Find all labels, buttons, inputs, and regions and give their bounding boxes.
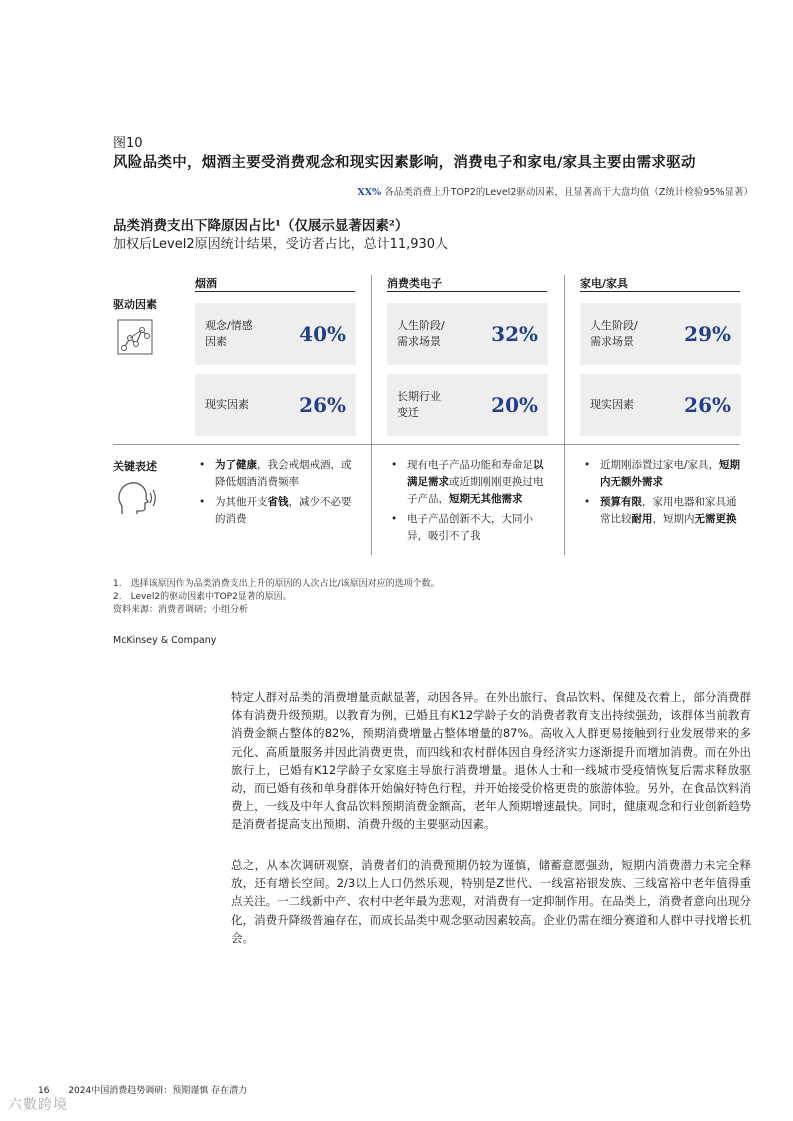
quote-item: • 预算有限，家用电器和家具通常比较耐用，短期内无需更换 bbox=[582, 494, 744, 528]
source-note: 资料来源：消费者调研；小组分析 bbox=[113, 605, 249, 615]
quote-list-appliances-furniture bbox=[582, 457, 744, 531]
quote-item: • 为其他开支省钱，减少不必要的消费 bbox=[197, 494, 357, 528]
driver-box bbox=[580, 374, 741, 436]
row-label-quotes: 关键表述 bbox=[113, 460, 157, 473]
legend bbox=[357, 184, 753, 198]
column-divider bbox=[564, 275, 565, 555]
figure-label: 图10 bbox=[113, 136, 143, 151]
driver-label: 现实因素 bbox=[205, 398, 249, 411]
quote-list-consumer-electronics bbox=[389, 457, 549, 553]
driver-box bbox=[387, 374, 548, 436]
driver-label: 长期行业 变迁 bbox=[397, 390, 441, 419]
driver-box bbox=[195, 303, 356, 365]
driver-label: 现实因素 bbox=[590, 398, 634, 411]
figure-title: 风险品类中，烟酒主要受消费观念和现实因素影响，消费电子和家电/家具主要由需求驱动 bbox=[113, 155, 696, 171]
page-footer bbox=[38, 1083, 247, 1096]
driver-box bbox=[580, 303, 741, 365]
footnote: 1. 选择该原因作为品类消费支出上升的原因的人次占比/该原因对应的选项个数。 bbox=[113, 579, 440, 589]
footer-title: 2024中国消费趋势调研：预期谨慎 存在潜力 bbox=[68, 1086, 248, 1096]
driver-value: 26% bbox=[684, 393, 731, 417]
driver-value: 29% bbox=[684, 322, 731, 346]
driver-value: 20% bbox=[491, 393, 538, 417]
driver-label: 人生阶段/ 需求场景 bbox=[397, 319, 445, 348]
section-divider bbox=[113, 444, 740, 445]
brand-name: McKinsey & Company bbox=[113, 635, 217, 646]
network-icon bbox=[116, 318, 154, 360]
footnotes bbox=[113, 578, 440, 617]
body-paragraph: 特定人群对品类的消费增量贡献显著，动因各异。在外出旅行、食品饮料、保健及衣着上，部分消费群体有消费升级预期。以教育为例，已婚且有K12学龄子女的消费者教育支出持续强劲，该群体当前教育消费金额占整体的82%，预期消费增量占整体增量的87%。高收入人群更易接触到行业发展带来的多元化、高质量服务并因此消费更贵，而四线和农村群体因自身经济实力逐渐提升而增加消费。而在外出旅行上，已婚有K12学龄子女家庭主导旅行消费增量。退休人士和一线城市受疫情恢复后需求释放驱动，而已婚有孩和单身群体开始偏好特色行程，并开始接受价格更贵的旅游体验。另外，在食品饮料消费上，一线及中年人食品饮料预期消费金额高，老年人预期增速最快。同时，健康观念和行业创新趋势是消费者提高支出预期、消费升级的主要驱动因素。 bbox=[231, 690, 751, 832]
column-header-appliances-furniture: 家电/家具 bbox=[580, 275, 740, 292]
body-paragraph: 总之，从本次调研观察，消费者们的消费预期仍较为谨慎，储蓄意愿强劲，短期内消费潜力未完全释放，还有增长空间。2/3以上人口仍然乐观，特别是Z世代、一线富裕银发族、三线富裕中老年值得重点关注。一二线新中产、农村中老年最为悲观，对消费有一定抑制作用。在品类上，消费者意向出现分化，消费升降级普遍存在，而成长品类中观念驱动因素较高。企业仍需在细分赛道和人群中寻找增长机会。 bbox=[231, 858, 751, 945]
quote-item: • 近期刚添置过家电/家具，短期内无额外需求 bbox=[582, 457, 744, 491]
column-header-tobacco-alcohol: 烟酒 bbox=[195, 275, 355, 292]
chart-subtitle: 加权后Level2原因统计结果，受访者占比，总计11,930人 bbox=[113, 237, 449, 252]
quote-item: • 电子产品创新不大，大同小异，吸引不了我 bbox=[389, 511, 549, 545]
watermark: 六數跨境 bbox=[8, 1097, 68, 1113]
row-label-drivers: 驱动因素 bbox=[113, 298, 157, 311]
legend-text: 各品类消费上升TOP2的Level2驱动因素，且显著高于大盘均值（Z统计检验95%显著） bbox=[384, 187, 753, 198]
driver-value: 32% bbox=[491, 322, 538, 346]
driver-label: 观念/情感 因素 bbox=[205, 319, 253, 348]
driver-box bbox=[387, 303, 548, 365]
column-header-consumer-electronics: 消费类电子 bbox=[387, 275, 547, 292]
page-number: 16 bbox=[38, 1086, 50, 1096]
driver-box bbox=[195, 374, 356, 436]
quote-item: • 现有电子产品功能和寿命足以满足需求或近期刚刚更换过电子产品，短期无其他需求 bbox=[389, 457, 549, 508]
quote-list-tobacco-alcohol bbox=[197, 457, 357, 531]
legend-marker: XX% bbox=[357, 187, 382, 198]
driver-value: 40% bbox=[299, 322, 346, 346]
footnote: 2. Level2的驱动因素中TOP2显著的原因。 bbox=[113, 592, 292, 602]
column-divider bbox=[371, 275, 372, 555]
quote-item: • 为了健康，我会戒烟戒酒，或降低烟酒消费频率 bbox=[197, 457, 357, 491]
speaking-head-icon bbox=[116, 478, 158, 522]
chart-title: 品类消费支出下降原因占比¹（仅展示显著因素²） bbox=[113, 218, 409, 234]
driver-value: 26% bbox=[299, 393, 346, 417]
driver-label: 人生阶段/ 需求场景 bbox=[590, 319, 638, 348]
